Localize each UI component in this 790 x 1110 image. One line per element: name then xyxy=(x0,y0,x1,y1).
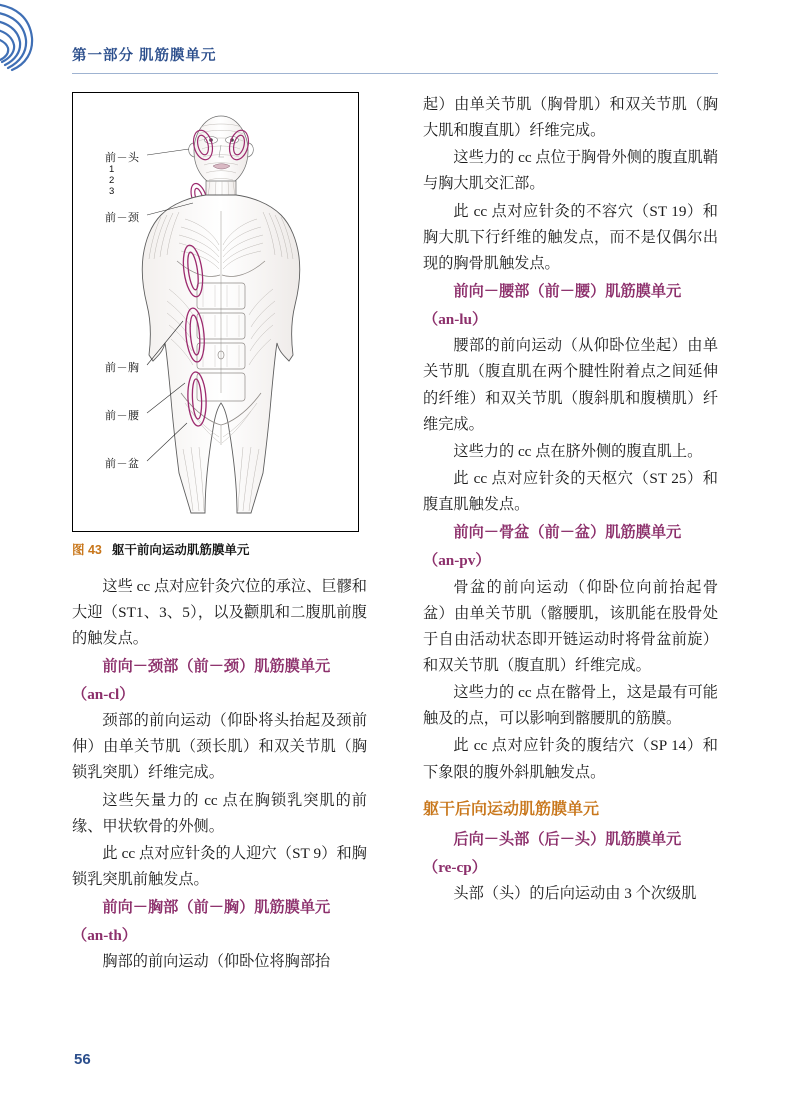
paragraph: 此 cc 点对应针灸的不容穴（ST 19）和胸大肌下行纤维的触发点，而不是仅偶尔出现的胸骨肌触发点。 xyxy=(423,202,718,272)
paragraph: 头部（头）的后向运动由 3 个次级肌 xyxy=(453,885,697,903)
paragraph: 此 cc 点对应针灸的人迎穴（ST 9）和胸锁乳突肌前触发点。 xyxy=(72,844,367,889)
paragraph: 这些矢量力的 cc 点在胸锁乳突肌的前缘、甲状软骨的外侧。 xyxy=(72,791,367,835)
paragraph: 骨盆的前向运动（仰卧位向前抬起骨盆）由单关节肌（髂腰肌，该肌能在股骨处于自由活动状态即开链运动时将骨盆前旋）和双关节肌（腹直肌）纤维完成。 xyxy=(423,578,718,674)
paragraph: 胸部的前向运动（仰卧位将胸部抬 xyxy=(102,953,331,971)
figure-caption-text: 躯干前向运动肌筋膜单元 xyxy=(111,543,250,557)
section-heading-posterior: 躯干后向运动肌筋膜单元 xyxy=(423,800,600,818)
paragraph: 此 cc 点对应针灸的天枢穴（ST 25）和腹直肌触发点。 xyxy=(423,469,718,514)
figure-caption xyxy=(72,542,367,560)
corner-ornament xyxy=(0,0,60,72)
running-head-text: 第一部分 肌筋膜单元 xyxy=(72,48,217,64)
subsection-code-an-lu: （an-lu） xyxy=(423,311,488,329)
subsection-heading-an-lu: 前向－腰部（前－腰）肌筋膜单元 xyxy=(453,282,682,300)
figure-label-an-th: 前－胸 xyxy=(105,362,140,374)
paragraph: 颈部的前向运动（仰卧将头抬起及颈前伸）由单关节肌（颈长肌）和双关节肌（胸锁乳突肌）纤维完成。 xyxy=(72,712,367,782)
paragraph: 这些力的 cc 点在脐外侧的腹直肌上。 xyxy=(453,442,703,460)
figure-caption-number: 图 43 xyxy=(72,543,102,557)
paragraph: 这些力的 cc 点位于胸骨外侧的腹直肌鞘与胸大肌交汇部。 xyxy=(423,149,718,193)
subsection-code-an-pv: （an-pv） xyxy=(423,552,491,570)
paragraph: 腰部的前向运动（从仰卧位坐起）由单关节肌（腹直肌在两个腱性附着点之间延伸的纤维）和双关节肌（腹斜肌和腹横肌）纤维完成。 xyxy=(423,337,718,433)
column-left xyxy=(72,92,367,977)
figure-image xyxy=(72,92,359,532)
subsection-heading-an-th: 前向－胸部（前－胸）肌筋膜单元 xyxy=(102,899,331,917)
subsection-code-an-th: （an-th） xyxy=(72,927,137,945)
figure-43 xyxy=(72,92,367,560)
subsection-code-an-cl: （an-cl） xyxy=(72,686,135,704)
subsection-heading-an-cl: 前向－颈部（前－颈）肌筋膜单元 xyxy=(102,657,331,675)
subsection-code-re-cp: （re-cp） xyxy=(423,859,487,877)
figure-label-an-cp: 前－头 xyxy=(105,152,140,164)
paragraph: 起）由单关节肌（胸骨肌）和双关节肌（胸大肌和腹直肌）纤维完成。 xyxy=(423,96,718,140)
page-body xyxy=(72,92,718,1022)
figure-label-an-lu: 前－腰 xyxy=(105,410,140,422)
column-right xyxy=(423,92,718,909)
page-number: 56 xyxy=(74,1051,91,1068)
paragraph: 这些力的 cc 点在髂骨上，这是最有可能触及的点，可以影响到髂腰肌的筋膜。 xyxy=(423,684,718,728)
running-head-rule xyxy=(72,73,718,74)
paragraph: 此 cc 点对应针灸的腹结穴（SP 14）和下象限的腹外斜肌触发点。 xyxy=(423,737,718,781)
paragraph: 这些 cc 点对应针灸穴位的承泣、巨髎和大迎（ST1、3、5），以及颧肌和二腹肌前腹的触发点。 xyxy=(72,577,367,647)
subsection-heading-re-cp: 后向－头部（后－头）肌筋膜单元 xyxy=(453,831,682,849)
running-head xyxy=(72,44,718,74)
figure-label-an-cl: 前－颈 xyxy=(105,212,140,224)
figure-label-an-pv: 前－盆 xyxy=(105,458,140,470)
figure-number-stack: 1 2 3 xyxy=(109,164,115,197)
subsection-heading-an-pv: 前向－骨盆（前－盆）肌筋膜单元 xyxy=(453,524,682,542)
